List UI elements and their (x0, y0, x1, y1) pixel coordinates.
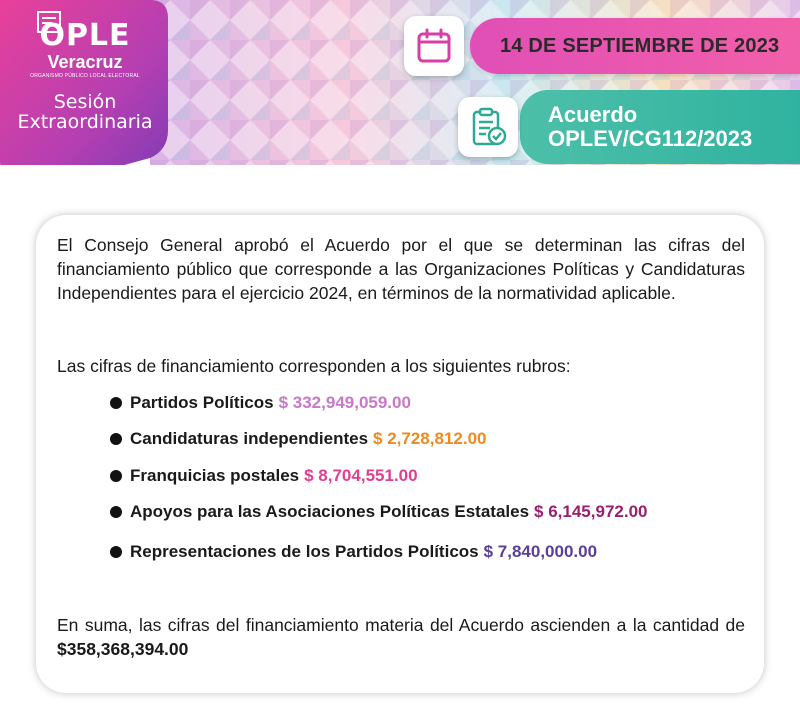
bullet-icon (110, 546, 122, 558)
summary-paragraph (57, 613, 745, 661)
list-item (110, 393, 411, 413)
item-label: Representaciones de los Partidos Políticos (130, 542, 479, 561)
list-item (110, 429, 487, 449)
logo-org: ORGANISMO PÚBLICO LOCAL ELECTORAL (30, 73, 140, 79)
logo-brand: OPLE (39, 18, 131, 53)
item-amount: $ 2,728,812.00 (373, 429, 487, 448)
header-banner (0, 0, 800, 165)
clipboard-icon-box (458, 97, 518, 157)
item-amount: $ 8,704,551.00 (304, 466, 418, 485)
session-type (0, 92, 170, 132)
summary-total: $358,368,394.00 (57, 639, 189, 659)
summary-text: En suma, las cifras del financiamiento materia del Acuerdo ascienden a la cantidad de (57, 615, 745, 635)
bullet-icon (110, 470, 122, 482)
clipboard-check-icon (468, 106, 508, 148)
list-item (110, 466, 418, 486)
item-amount: $ 7,840,000.00 (483, 542, 598, 561)
session-type-line1: Sesión (53, 91, 117, 113)
acuerdo-label: Acuerdo (548, 102, 638, 127)
item-label: Franquicias postales (130, 466, 300, 485)
intro-paragraph: El Consejo General aprobó el Acuerdo por el que se determinan las cifras del financiamiento público que corresponde a las Organizaciones Políticas y Candidaturas Independientes para el ejercicio 2024, en términos de la normatividad aplicable. (57, 235, 745, 303)
logo-state: Veracruz (47, 52, 123, 72)
rubros-intro: Las cifras de financiamiento corresponden a los siguientes rubros: (57, 356, 571, 376)
acuerdo-bar (520, 90, 800, 164)
calendar-icon (415, 27, 453, 65)
list-item (110, 502, 648, 522)
item-amount: $ 6,145,972.00 (534, 502, 648, 521)
bullet-icon (110, 433, 122, 445)
item-amount: $ 332,949,059.00 (278, 393, 411, 412)
calendar-icon-box (404, 16, 464, 76)
date-bar (470, 18, 800, 74)
bullet-icon (110, 506, 122, 518)
bullet-icon (110, 397, 122, 409)
item-label: Partidos Políticos (130, 393, 274, 412)
acuerdo-code: OPLEV/CG112/2023 (548, 126, 753, 151)
session-type-line2: Extraordinaria (17, 111, 153, 133)
item-label: Candidaturas independientes (130, 429, 369, 448)
list-item (110, 542, 597, 562)
session-date: 14 DE SEPTIEMBRE DE 2023 (500, 35, 780, 57)
item-label: Apoyos para las Asociaciones Políticas Estatales (130, 502, 530, 521)
